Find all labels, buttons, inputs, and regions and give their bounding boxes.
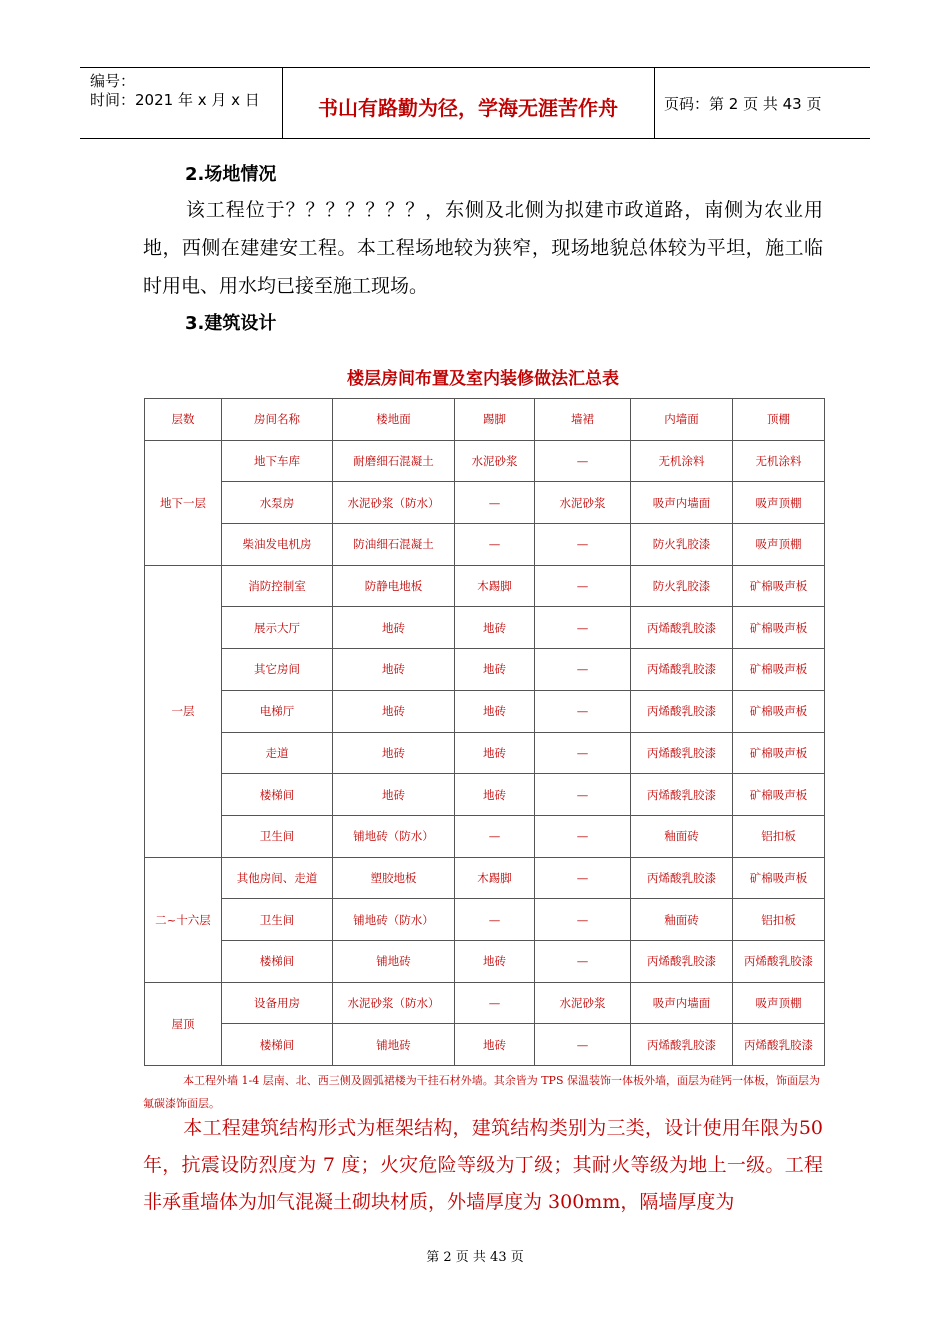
page-header — [80, 67, 870, 139]
column-header: 顶棚 — [733, 399, 825, 441]
table-cell: 吸声顶棚 — [733, 482, 825, 524]
table-cell: 吸声内墙面 — [631, 982, 733, 1024]
table-row — [145, 982, 825, 1024]
table-cell: 楼梯间 — [222, 1024, 333, 1066]
table-row — [145, 607, 825, 649]
table-header-row — [145, 399, 825, 441]
floor-cell: 二~十六层 — [145, 857, 222, 982]
finish-table — [144, 398, 825, 1066]
table-cell: 矿棉吸声板 — [733, 690, 825, 732]
section-2-title: 2.场地情况 — [185, 164, 277, 185]
table-cell: 水泥砂浆 — [535, 982, 631, 1024]
table-cell: 电梯厅 — [222, 690, 333, 732]
table-cell: 设备用房 — [222, 982, 333, 1024]
table-cell: 水泥砂浆（防水） — [333, 982, 455, 1024]
table-cell: 地砖 — [333, 690, 455, 732]
column-header: 墙裙 — [535, 399, 631, 441]
table-cell: — — [455, 524, 535, 566]
table-cell: 铝扣板 — [733, 815, 825, 857]
table-cell: 地砖 — [333, 649, 455, 691]
table-cell: 其它房间 — [222, 649, 333, 691]
table-cell: — — [535, 440, 631, 482]
page-footer: 第 2 页 共 43 页 — [426, 1250, 524, 1265]
table-cell: 卫生间 — [222, 815, 333, 857]
table-cell: — — [455, 899, 535, 941]
table-cell: 丙烯酸乳胶漆 — [631, 940, 733, 982]
floor-cell: 屋顶 — [145, 982, 222, 1065]
table-cell: 水泵房 — [222, 482, 333, 524]
table-cell: 地下车库 — [222, 440, 333, 482]
table-cell: 地砖 — [333, 732, 455, 774]
table-cell: 地砖 — [333, 774, 455, 816]
table-cell: — — [535, 607, 631, 649]
table-cell: 其他房间、走道 — [222, 857, 333, 899]
table-cell: 丙烯酸乳胶漆 — [733, 940, 825, 982]
table-cell: 丙烯酸乳胶漆 — [631, 1024, 733, 1066]
table-row — [145, 440, 825, 482]
table-cell: 丙烯酸乳胶漆 — [631, 649, 733, 691]
table-cell: 楼梯间 — [222, 774, 333, 816]
table-cell: — — [535, 1024, 631, 1066]
table-cell: 卫生间 — [222, 899, 333, 941]
floor-cell: 一层 — [145, 565, 222, 857]
table-cell: 铺地砖（防水） — [333, 899, 455, 941]
table-cell: 吸声顶棚 — [733, 982, 825, 1024]
column-header: 房间名称 — [222, 399, 333, 441]
table-note-text: 本工程外墙 1-4 层南、北、西三侧及圆弧裙楼为干挂石材外墙。其余皆为 TPS 保温装饰一体板外墙，面层为硅钙一体板，饰面层为氟碳漆饰面层。 — [143, 1074, 820, 1110]
table-cell: — — [535, 774, 631, 816]
header-divider — [654, 68, 655, 138]
table-cell: 地砖 — [455, 649, 535, 691]
table-cell: 丙烯酸乳胶漆 — [631, 690, 733, 732]
table-cell: 吸声顶棚 — [733, 524, 825, 566]
table-cell: 塑胶地板 — [333, 857, 455, 899]
table-cell: 矿棉吸声板 — [733, 732, 825, 774]
section-2-body — [143, 191, 823, 305]
table-cell: — — [535, 690, 631, 732]
table-cell: 丙烯酸乳胶漆 — [631, 774, 733, 816]
table-cell: 地砖 — [455, 690, 535, 732]
table-cell: — — [535, 649, 631, 691]
table-cell: — — [455, 482, 535, 524]
table-row — [145, 524, 825, 566]
section-2-text: 该工程位于？？？？？？？，东侧及北侧为拟建市政道路，南侧为农业用地，西侧在建建安工程。本工程场地较为狭窄，现场地貌总体较为平坦，施工临时用电、用水均已接至施工现场。 — [143, 199, 823, 297]
table-cell: — — [535, 524, 631, 566]
header-motto: 书山有路勤为径，学海无涯苦作舟 — [318, 96, 618, 120]
column-header: 踢脚 — [455, 399, 535, 441]
table-cell: 矿棉吸声板 — [733, 774, 825, 816]
table-cell: 防静电地板 — [333, 565, 455, 607]
table-cell: — — [455, 815, 535, 857]
table-cell: 吸声内墙面 — [631, 482, 733, 524]
table-row — [145, 732, 825, 774]
table-cell: 地砖 — [455, 940, 535, 982]
table-cell: 木踢脚 — [455, 857, 535, 899]
table-row — [145, 482, 825, 524]
table-cell: 矿棉吸声板 — [733, 649, 825, 691]
code-label: 编号： — [90, 72, 136, 90]
table-cell: 展示大厅 — [222, 607, 333, 649]
table-cell: 地砖 — [455, 1024, 535, 1066]
table-row — [145, 940, 825, 982]
table-row — [145, 774, 825, 816]
table-cell: 无机涂料 — [631, 440, 733, 482]
table-row — [145, 565, 825, 607]
table-cell: 防火乳胶漆 — [631, 565, 733, 607]
table-cell: 楼梯间 — [222, 940, 333, 982]
table-row — [145, 815, 825, 857]
table-cell: 丙烯酸乳胶漆 — [733, 1024, 825, 1066]
table-row — [145, 899, 825, 941]
column-header: 楼地面 — [333, 399, 455, 441]
table-cell: 矿棉吸声板 — [733, 857, 825, 899]
table-cell: 丙烯酸乳胶漆 — [631, 607, 733, 649]
design-paragraph — [143, 1110, 823, 1221]
table-cell: 釉面砖 — [631, 815, 733, 857]
table-row — [145, 690, 825, 732]
table-cell: 铝扣板 — [733, 899, 825, 941]
table-cell: 消防控制室 — [222, 565, 333, 607]
table-cell: 铺地砖 — [333, 1024, 455, 1066]
table-cell: — — [535, 815, 631, 857]
column-header: 内墙面 — [631, 399, 733, 441]
header-page-info: 页码：第 2 页 共 43 页 — [664, 95, 822, 113]
table-cell: 釉面砖 — [631, 899, 733, 941]
table-cell: 矿棉吸声板 — [733, 607, 825, 649]
table-title: 楼层房间布置及室内装修做法汇总表 — [347, 369, 619, 389]
design-paragraph-text: 本工程建筑结构形式为框架结构，建筑结构类别为三类，设计使用年限为50 年，抗震设防烈度为 7 度；火灾危险等级为丁级；其耐火等级为地上一级。工程非承重墙体为加气混凝土砌块材质，外墙厚度为 300mm，隔墙厚度为 — [143, 1117, 823, 1213]
table-cell: 走道 — [222, 732, 333, 774]
table-cell: 无机涂料 — [733, 440, 825, 482]
table-cell: — — [455, 982, 535, 1024]
table-cell: 地砖 — [455, 607, 535, 649]
table-cell: 地砖 — [455, 774, 535, 816]
time-label: 时间：2021 年 x 月 x 日 — [90, 91, 260, 109]
column-header: 层数 — [145, 399, 222, 441]
table-cell: 防油细石混凝土 — [333, 524, 455, 566]
table-cell: 地砖 — [333, 607, 455, 649]
table-cell: 柴油发电机房 — [222, 524, 333, 566]
table-cell: 水泥砂浆 — [535, 482, 631, 524]
table-cell: 水泥砂浆 — [455, 440, 535, 482]
section-3-title: 3.建筑设计 — [185, 313, 277, 334]
table-cell: — — [535, 940, 631, 982]
table-cell: 木踢脚 — [455, 565, 535, 607]
floor-cell: 地下一层 — [145, 440, 222, 565]
table-cell: 矿棉吸声板 — [733, 565, 825, 607]
table-cell: 地砖 — [455, 732, 535, 774]
table-note — [143, 1069, 829, 1115]
table-cell: — — [535, 565, 631, 607]
table-row — [145, 857, 825, 899]
table-cell: — — [535, 857, 631, 899]
table-cell: — — [535, 899, 631, 941]
header-meta — [90, 72, 260, 110]
table-cell: 丙烯酸乳胶漆 — [631, 857, 733, 899]
table-cell: 耐磨细石混凝土 — [333, 440, 455, 482]
table-cell: 铺地砖 — [333, 940, 455, 982]
table-cell: 铺地砖（防水） — [333, 815, 455, 857]
table-cell: 丙烯酸乳胶漆 — [631, 732, 733, 774]
table-row — [145, 1024, 825, 1066]
table-cell: — — [535, 732, 631, 774]
table-cell: 水泥砂浆（防水） — [333, 482, 455, 524]
table-row — [145, 649, 825, 691]
table-cell: 防火乳胶漆 — [631, 524, 733, 566]
